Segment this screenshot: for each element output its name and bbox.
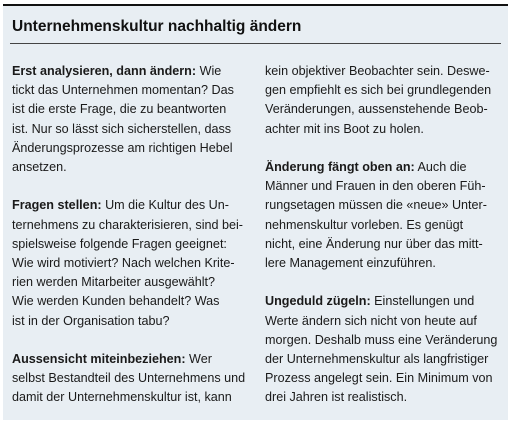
paragraph-first-line (265, 158, 501, 177)
paragraph-line: ist die erste Frage, die zu beantworten (12, 102, 227, 117)
paragraph-first-line (12, 196, 252, 215)
paragraph-aenderung (265, 158, 501, 273)
paragraph-heading: Änderung fängt oben an: (265, 160, 415, 174)
paragraph-line: ternehmens zu charakterisieren, sind bei- (12, 217, 243, 232)
paragraph-line: ansetzen. (12, 160, 67, 175)
paragraph-line: tickt das Unternehmen momentan? Das (12, 83, 234, 98)
paragraph-aussensicht-continued (265, 62, 501, 139)
paragraph-line: Änderungsprozesse am richtigen Hebel (12, 140, 233, 155)
paragraph-line: rien werden Mitarbeiter ausgewählt? (12, 275, 216, 290)
paragraph-line: Werte ändern sich nicht von heute auf (265, 313, 477, 328)
paragraph-text: Um die Kultur des Un- (101, 198, 229, 213)
title-underline (10, 43, 501, 44)
left-column (12, 62, 252, 427)
paragraph-first-line (12, 350, 252, 369)
paragraph-line: Männer und Frauen in den oberen Füh- (265, 179, 486, 194)
paragraph-analysieren (12, 62, 252, 177)
paragraph-line: ist in der Organisation tabu? (12, 313, 170, 328)
paragraph-line: spielsweise folgende Fragen geeignet: (12, 236, 227, 251)
paragraph-heading: Fragen stellen: (12, 198, 102, 213)
paragraph-line: damit der Unternehmenskultur ist, kann (12, 390, 232, 405)
paragraph-first-line (12, 62, 252, 81)
right-column (265, 62, 501, 427)
paragraph-line: nicht, eine Änderung nur über das mitt- (265, 236, 483, 251)
paragraph-line: selbst Bestandteil des Unternehmens und (12, 371, 246, 386)
paragraph-text: Wie (196, 64, 222, 78)
paragraph-line: lere Management einzuführen. (265, 256, 436, 271)
paragraph-line: drei Jahren ist realistisch. (265, 390, 408, 405)
paragraph-line: kein objektiver Beobachter sein. Deswe- (265, 64, 490, 78)
paragraph-text: Wer (185, 352, 212, 367)
paragraph-line: rungsetagen müssen die «neue» Unter- (265, 198, 487, 213)
paragraph-heading: Erst analysieren, dann ändern: (12, 64, 197, 78)
info-box (3, 4, 508, 420)
paragraph-line: achter mit ins Boot zu holen. (265, 121, 424, 136)
paragraph-text: Einstellungen und (370, 294, 475, 309)
title-bar (3, 16, 508, 42)
paragraph-fragen (12, 196, 252, 330)
paragraph-line: nehmenskultur vorleben. Es genügt (265, 217, 464, 232)
paragraph-line: Wie wird motiviert? Nach welchen Krite- (12, 256, 235, 271)
paragraph-line: Prozess angelegt sein. Ein Minimum von (265, 371, 493, 386)
box-title: Unternehmenskultur nachhaltig ändern (12, 18, 302, 35)
paragraph-first-line (265, 292, 501, 311)
paragraph-aussensicht (12, 350, 252, 408)
paragraph-line: ist. Nur so lässt sich sicherstellen, dass (12, 121, 232, 136)
paragraph-heading: Aussensicht miteinbeziehen: (12, 352, 186, 367)
paragraph-line: morgen. Deshalb muss eine Veränderung (265, 332, 498, 347)
paragraph-line: gen empfiehlt es sich bei grundlegenden (265, 83, 492, 98)
paragraph-line: Wie werden Kunden behandelt? Was (12, 294, 220, 309)
paragraph-heading: Ungeduld zügeln: (265, 294, 371, 309)
paragraph-ungeduld (265, 292, 501, 407)
paragraph-line: Veränderungen, aussenstehende Beob- (265, 102, 488, 117)
paragraph-text: Auch die (414, 160, 467, 174)
paragraph-line: der Unternehmenskultur als langfristiger (265, 352, 489, 367)
